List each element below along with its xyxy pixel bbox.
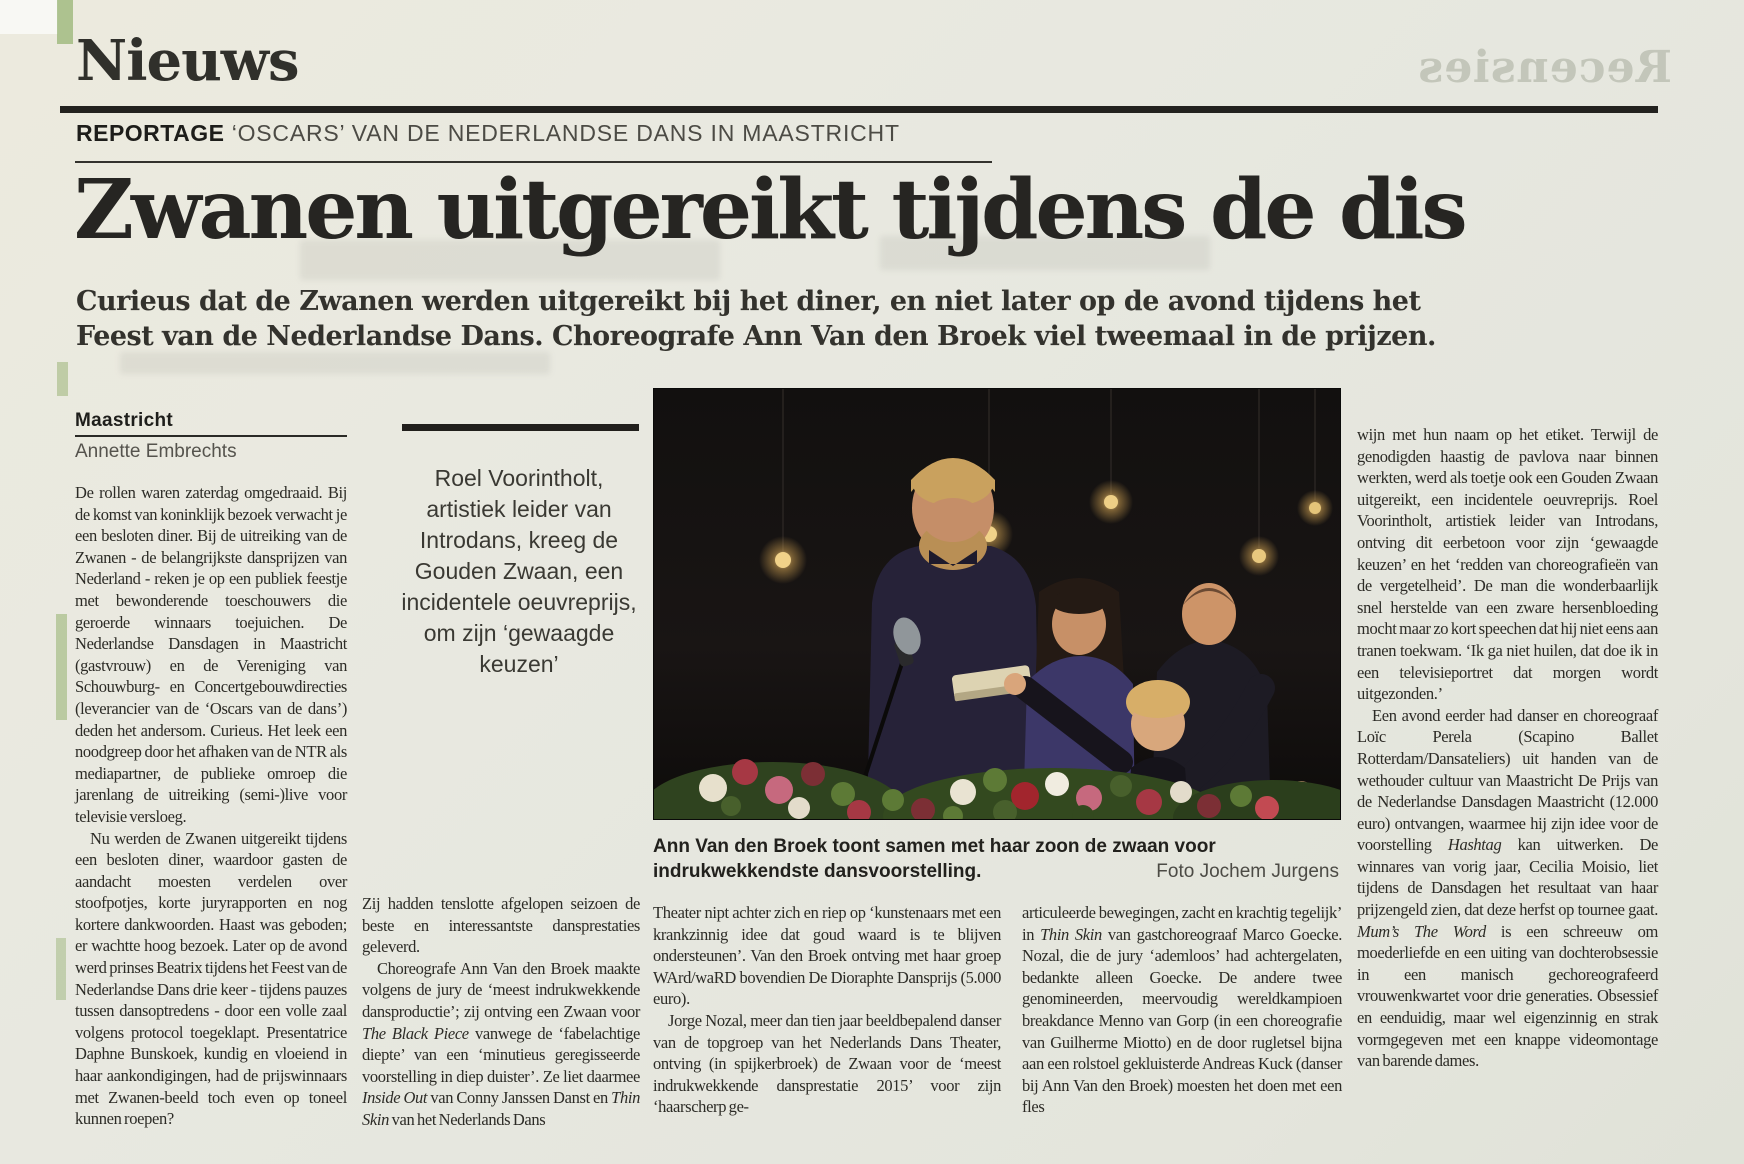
pull-quote-rule [402, 424, 639, 431]
body-column-1 [75, 482, 347, 1164]
deck [76, 284, 1436, 354]
pull-quote-block [362, 424, 640, 680]
pull-quote-text: Roel Voorintholt, artistiek leider van Introdans, kreeg de Gouden Zwaan, een incidentele oeuvreprijs, om zijn ‘gewaagde keuzen’ [401, 465, 637, 677]
paragraph: Een avond eerder had danser en choreograaf Loïc Perela (Scapino Ballet Rotterdam/Dansateliers) uit handen van de wethouder cultuur van Maastricht De Prijs van de Nederlandse Dansdagen Maastricht (12.000 euro) ontvangen, waarmee hij zijn idee voor de voorstelling Hashtag kan uitwerken. De winnares van vorig jaar, Cecilia Moisio, liet tijdens de Dansdagen het resultaat van haar prijzengeld zien, dat deze herfst op tournee gaat. Mum’s The Word is een schreeuw om moederliefde en een uiting van dochterobsessie in een manisch gechoreografeerd vrouwenkwartet voor drie generaties. Obsessief en eenduidig, maar wel eigenzinnig en strak vormgegeven met een knappe videomontage van barende dames. [1357, 705, 1659, 1071]
section-title: Nieuws [76, 28, 299, 94]
deck-line: Curieus dat de Zwanen werden uitgereikt bij het diner, en niet later op de avond tijdens het [76, 286, 1421, 317]
scan-corner-artifact [0, 0, 58, 34]
paragraph: Choreografe Ann Van den Broek maakte volgens de jury de ‘meest indrukwekkende dansproductie’; zij ontving een Zwaan voor The Black Piece vanwege de ‘fabelachtige diepte’ van een ‘minutieus geregisseerde voorstelling in diep duister’. Ze liet daarmee Inside Out van Conny Janssen Danst en Thin Skin van het Nederlands Dans [362, 958, 640, 1129]
scan-edge-artifact [57, 0, 73, 44]
paragraph: wijn met hun naam op het etiket. Terwijl de genodigden haastig de pavlova naar binnen werkten, werd als toetje ook een Gouden Zwaan uitgereikt, een incidentele oeuvreprijs. Roel Voorintholt, artistiek leider van Introdans, ontving dit eerbetoon voor zijn ‘gewaagde keuzen’ en het ‘redden van choreografieën van de vergetelheid’. De man die wonderbaarlijk snel herstelde van een zware hersenbloeding mocht maar zo kort speechen dat hij niet eens aan tranen toekwam. ‘Ik ga niet huilen, dat doe ik in een televisieportret dat morgen wordt uitgezonden.’ [1357, 425, 1658, 704]
scan-edge-artifact [56, 614, 67, 720]
headline: Zwanen uitgereikt tijdens de dis [74, 162, 1465, 258]
paragraph: Zij hadden tenslotte afgelopen seizoen de beste en interessantste dansprestaties geleverd. [362, 894, 640, 957]
bleed-through-recensies: Recensies [1417, 42, 1672, 93]
bleed-through-smudge [120, 352, 550, 374]
scan-edge-artifact [56, 938, 66, 1000]
article-photo-block [653, 388, 1341, 884]
byline [75, 410, 347, 463]
paragraph: articuleerde bewegingen, zacht en krachtig tegelijk’ in Thin Skin van gastchoreograaf Marco Goecke. Nozal, die de jury ‘ademloos’ had achtergelaten, bedankte alleen Goecke. De andere twee genomineerden, meervoudig wereldkampioen breakdance Menno van Gorp (in een choreografie van Guilherme Miotto) en de door rugletsel bijna aan een rolstoel gekluisterde Andreas Kuck (danser bij Ann Van den Broek) moesten het doen met een fles [1022, 903, 1342, 1117]
kicker-text: ‘OSCARS’ VAN DE NEDERLANDSE DANS IN MAASTRICHT [231, 120, 900, 146]
deck-line: Feest van de Nederlandse Dans. Choreografe Ann Van den Broek viel tweemaal in de prijzen. [76, 321, 1436, 352]
kicker [76, 120, 1176, 147]
body-column-2 [362, 893, 640, 1164]
paragraph: Theater nipt achter zich en riep op ‘kunstenaars met een krankzinnig idee dat goud waard is te blijven ondersteunen’. Van den Broek ontving met haar groep WArd/waRD bovendien De Dioraphte Dansprijs (5.000 euro). [653, 903, 1001, 1009]
kicker-label: REPORTAGE [76, 120, 225, 146]
body-column-5 [1357, 424, 1658, 1164]
paragraph: Jorge Nozal, meer dan tien jaar beeldbepalend danser van de topgroep van het Nederlands Dans Theater, ontving (in spijkerbroek) de Zwaan voor de ‘meest indrukwekkende dansprestatie 2015’ voor zijn ‘haarscherp ge- [653, 1010, 1001, 1117]
photo-credit: Foto Jochem Jurgens [1156, 861, 1339, 882]
paragraph: Nu werden de Zwanen uitgereikt tijdens een besloten diner, waardoor gasten de aandacht moesten verdelen over stoofpotjes, korte juryrapporten en nog kortere dankwoorden. Haast was geboden; er wachtte hoog bezoek. Later op de avond werd prinses Beatrix tijdens het Feest van de Nederlandse Dans drie keer - tijdens pauzes tussen dansoptredens - door een volle zaal volgens protocol toegeklapt. Presentatrice Daphne Bunskoek, kundig en vloeiend in haar aankondigingen, had de prijswinnaars met Zwanen-beeld toch even op toneel kunnen roepen? [75, 828, 347, 1129]
paragraph: De rollen waren zaterdag omgedraaid. Bij de komst van koninklijk bezoek verwacht je een besloten diner. Bij de uitreiking van de Zwanen - de belangrijkste dansprijzen van Nederland - reken je op een publiek feestje met bewonderende toeschouwers die geroerde winnaars toejuichen. De Nederlandse Dansdagen in Maastricht (gastvrouw) en de Vereniging van Schouwburg- en Concertgebouwdirecties (leverancier van de ‘Oscars van de dans’) deden het andersom. Curieus. Het leek een noodgreep door het afhaken van de NTR als mediapartner, de publieke omroep die jarenlang de uitreiking (semi-)live voor televisie versloeg. [75, 483, 347, 826]
byline-location: Maastricht [75, 410, 174, 431]
scan-edge-artifact [57, 362, 68, 396]
body-column-3 [653, 902, 1001, 1164]
article-photo [653, 388, 1341, 820]
byline-rule [75, 435, 347, 437]
byline-author: Annette Embrechts [75, 441, 237, 462]
caption-text: Ann Van den Broek toont samen met haar zoon de zwaan voor indrukwekkendste dansvoorstelling. [653, 836, 1216, 882]
masthead-rule [60, 106, 1658, 113]
body-column-4 [1022, 902, 1342, 1164]
photo-caption [653, 834, 1341, 884]
